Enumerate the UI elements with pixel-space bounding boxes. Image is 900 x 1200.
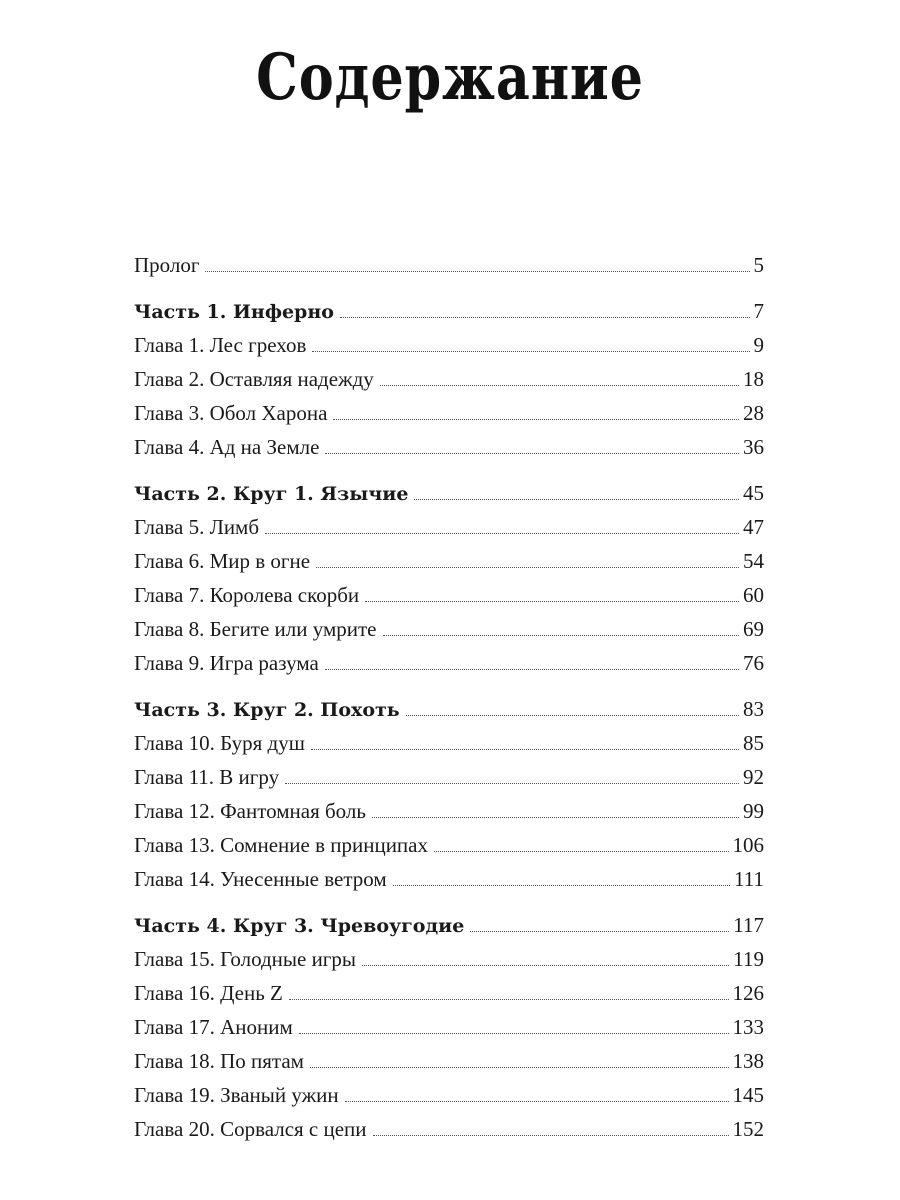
toc-chapter-page: 145 bbox=[732, 1083, 764, 1107]
toc-chapter-entry bbox=[134, 760, 764, 794]
toc-chapter-entry bbox=[134, 1112, 764, 1146]
toc-chapter-entry bbox=[134, 976, 764, 1010]
dot-leader bbox=[312, 351, 749, 352]
toc-chapter-page: 152 bbox=[732, 1117, 764, 1141]
dot-leader bbox=[362, 965, 729, 966]
dot-leader bbox=[325, 453, 739, 454]
table-of-contents bbox=[134, 248, 764, 1146]
toc-chapter-title: Глава 7. Королева скорби bbox=[134, 583, 360, 607]
toc-chapter-entry bbox=[134, 1010, 764, 1044]
dot-leader bbox=[316, 567, 739, 568]
dot-leader bbox=[311, 749, 739, 750]
dot-leader bbox=[265, 533, 739, 534]
dot-leader bbox=[434, 851, 729, 852]
toc-part-title: Часть 1. Инферно bbox=[134, 301, 334, 323]
toc-chapter-title: Глава 18. По пятам bbox=[134, 1049, 304, 1073]
toc-part-heading bbox=[134, 294, 764, 328]
toc-chapter-page: 18 bbox=[743, 367, 764, 391]
toc-chapter-title: Глава 4. Ад на Земле bbox=[134, 435, 320, 459]
dot-leader bbox=[345, 1101, 729, 1102]
dot-leader bbox=[414, 499, 739, 500]
dot-leader bbox=[205, 271, 749, 272]
dot-leader bbox=[383, 635, 739, 636]
dot-leader bbox=[372, 817, 739, 818]
toc-chapter-entry bbox=[134, 646, 764, 680]
toc-part-title: Часть 3. Круг 2. Похоть bbox=[134, 699, 400, 721]
toc-chapter-title: Глава 10. Буря душ bbox=[134, 731, 305, 755]
toc-part-heading bbox=[134, 476, 764, 510]
toc-chapter-page: 76 bbox=[743, 651, 764, 675]
dot-leader bbox=[289, 999, 729, 1000]
toc-chapter-page: 92 bbox=[743, 765, 764, 789]
toc-chapter-title: Глава 8. Бегите или умрите bbox=[134, 617, 377, 641]
toc-chapter-page: 9 bbox=[753, 333, 764, 357]
dot-leader bbox=[470, 931, 729, 932]
toc-entry-page: 5 bbox=[753, 253, 764, 277]
toc-entry-prologue bbox=[134, 248, 764, 282]
dot-leader bbox=[340, 317, 750, 318]
toc-chapter-entry bbox=[134, 1078, 764, 1112]
toc-chapter-page: 28 bbox=[743, 401, 764, 425]
toc-chapter-entry bbox=[134, 862, 764, 896]
toc-part-page: 117 bbox=[733, 913, 764, 937]
dot-leader bbox=[365, 601, 739, 602]
toc-chapter-title: Глава 17. Аноним bbox=[134, 1015, 293, 1039]
toc-chapter-title: Глава 13. Сомнение в принципах bbox=[134, 833, 428, 857]
toc-chapter-entry bbox=[134, 828, 764, 862]
toc-chapter-page: 138 bbox=[732, 1049, 764, 1073]
dot-leader bbox=[310, 1067, 729, 1068]
toc-chapter-page: 133 bbox=[732, 1015, 764, 1039]
toc-chapter-title: Глава 11. В игру bbox=[134, 765, 280, 789]
toc-part-heading bbox=[134, 692, 764, 726]
toc-chapter-entry bbox=[134, 510, 764, 544]
toc-chapter-title: Глава 2. Оставляя надежду bbox=[134, 367, 374, 391]
toc-part-page: 83 bbox=[743, 697, 764, 721]
toc-chapter-title: Глава 1. Лес грехов bbox=[134, 333, 307, 357]
toc-chapter-title: Глава 9. Игра разума bbox=[134, 651, 319, 675]
toc-chapter-title: Глава 5. Лимб bbox=[134, 515, 260, 539]
toc-chapter-entry bbox=[134, 430, 764, 464]
toc-part-page: 45 bbox=[743, 481, 764, 505]
toc-chapter-entry bbox=[134, 794, 764, 828]
toc-chapter-page: 119 bbox=[733, 947, 764, 971]
toc-chapter-title: Глава 19. Званый ужин bbox=[134, 1083, 339, 1107]
toc-chapter-page: 111 bbox=[734, 867, 764, 891]
toc-chapter-entry bbox=[134, 396, 764, 430]
toc-chapter-title: Глава 14. Унесенные ветром bbox=[134, 867, 387, 891]
toc-chapter-title: Глава 12. Фантомная боль bbox=[134, 799, 366, 823]
dot-leader bbox=[333, 419, 739, 420]
toc-chapter-page: 126 bbox=[732, 981, 764, 1005]
toc-chapter-page: 47 bbox=[743, 515, 764, 539]
toc-chapter-page: 99 bbox=[743, 799, 764, 823]
toc-chapter-entry bbox=[134, 578, 764, 612]
toc-chapter-entry bbox=[134, 1044, 764, 1078]
toc-chapter-page: 85 bbox=[743, 731, 764, 755]
dot-leader bbox=[380, 385, 739, 386]
toc-chapter-page: 106 bbox=[732, 833, 764, 857]
dot-leader bbox=[299, 1033, 729, 1034]
dot-leader bbox=[406, 715, 739, 716]
toc-chapter-entry bbox=[134, 942, 764, 976]
toc-chapter-entry bbox=[134, 328, 764, 362]
toc-chapter-entry bbox=[134, 726, 764, 760]
toc-chapter-entry bbox=[134, 544, 764, 578]
toc-chapter-title: Глава 6. Мир в огне bbox=[134, 549, 311, 573]
toc-chapter-page: 60 bbox=[743, 583, 764, 607]
toc-part-page: 7 bbox=[753, 299, 764, 323]
toc-entry-title: Пролог bbox=[134, 253, 200, 277]
dot-leader bbox=[373, 1135, 729, 1136]
toc-part-heading bbox=[134, 908, 764, 942]
toc-chapter-page: 69 bbox=[743, 617, 764, 641]
toc-chapter-title: Глава 16. День Z bbox=[134, 981, 283, 1005]
dot-leader bbox=[393, 885, 730, 886]
toc-chapter-title: Глава 15. Голодные игры bbox=[134, 947, 357, 971]
toc-chapter-entry bbox=[134, 612, 764, 646]
page-title: Содержание bbox=[256, 40, 644, 115]
dot-leader bbox=[325, 669, 739, 670]
toc-chapter-title: Глава 3. Обол Харона bbox=[134, 401, 328, 425]
toc-chapter-page: 54 bbox=[743, 549, 764, 573]
toc-part-title: Часть 4. Круг 3. Чревоугодие bbox=[134, 915, 465, 937]
toc-chapter-title: Глава 20. Сорвался с цепи bbox=[134, 1117, 367, 1141]
dot-leader bbox=[285, 783, 739, 784]
toc-chapter-entry bbox=[134, 362, 764, 396]
toc-chapter-page: 36 bbox=[743, 435, 764, 459]
toc-part-title: Часть 2. Круг 1. Язычие bbox=[134, 483, 409, 505]
